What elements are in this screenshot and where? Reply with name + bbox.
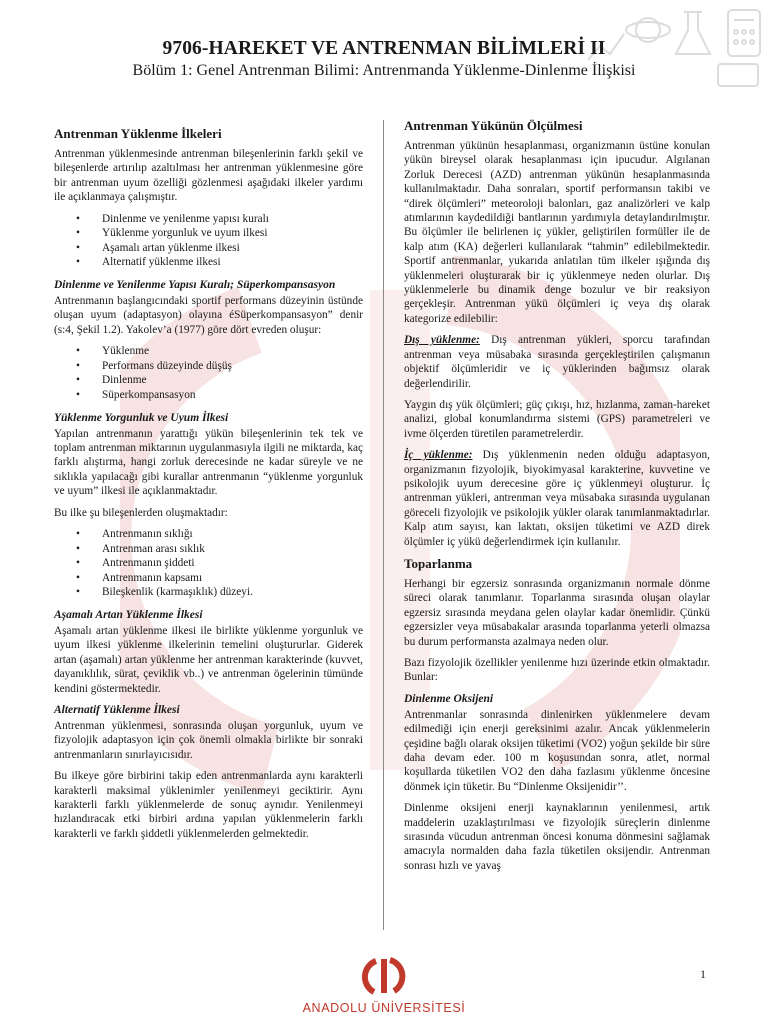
left-column — [54, 126, 363, 848]
list-item: • Aşamalı artan yüklenme ilkesi — [102, 241, 363, 256]
external-load-paragraph — [404, 333, 710, 391]
list-item: • Antrenmanın şiddeti — [102, 556, 363, 571]
internal-load-text: Dış yüklenmenin neden olduğu adaptasyon, organizmanın fizyolojik, biyokimyasal karakterine, kuvvetine ve psikolojik uyum derecesine göre iç yüklenmeyi oluşturur. İç antrenman yükleri, antrenman veya müsabaka sırasında uygulanan göreceli fizyolojik ve psikolojik yükler olarak tanımlanmaktadırlar. Kalp atım sayısı, kan laktatı, oksijen tüketimi ve AZD direk ölçümler iç yükü değerlendirmek için kullanılır. — [404, 449, 710, 548]
external-load-examples: Yaygın dış yük ölçümleri; güç çıkışı, hız, hızlanma, zaman-hareket analizi, global konumlandırma sistemi (GPS) parametreleri ve ivme ölçerden türetilen parametrelerdir. — [404, 398, 710, 440]
progressive-load-text: Aşamalı artan yüklenme ilkesi ile birlikte yüklenme yorgunluk ve uyum ilkesi yüklenme ilkelerinin temelini oluştururlar. Giderek artan (aşamalı) artan yüklenme her antrenman karakterinde (kuvvet, dayanıklılık, sürat, çeviklik vb..) ve antrenman ögelerinin tümünde kendini göstermektedir. — [54, 625, 363, 695]
document-header — [0, 38, 768, 81]
section-heading-recovery: Toparlanma — [404, 555, 473, 571]
list-item: • Dinlenme — [102, 373, 363, 388]
subheading-recovery-oxygen: Dinlenme Oksijeni — [404, 692, 494, 705]
principles-list — [54, 212, 363, 270]
list-item: • Dinlenme ve yenilenme yapısı kuralı — [102, 212, 363, 227]
list-item: • Alternatif yüklenme ilkesi — [102, 255, 363, 270]
section-heading-load-measurement: Antrenman Yükünün Ölçülmesi — [404, 118, 583, 133]
principles-intro: Antrenman yüklenmesinde antrenman bileşenlerinin farklı şekil ve bileşenlerde artırılıp azaltılması her antrenman yüklenmesine göre bir antrenman uyum özelliği gözlenmesi aşağıdaki ilkeler yardımı ile açıklanmaya çalışmıştır. — [54, 148, 363, 204]
page-number: 1 — [700, 967, 706, 981]
list-item: • Yüklenme yorgunluk ve uyum ilkesi — [102, 226, 363, 241]
components-intro: Bu ilke şu bileşenlerden oluşmaktadır: — [54, 506, 228, 519]
fatigue-adaptation-text: Yapılan antrenmanın yarattığı yükün bileşenlerinin tek tek ve toplam antrenman miktarının uygulanmasıyla ilgili ne miktarda, kaç farklı alıştırma, hangi zorluk derecesinde ne kadar süreyle ve ne sıklıkla yapılacağı gibi kurallar antrenmanın “yüklenme yorgunluk ve uyum” ilkesi ile açıklanmaktadır. — [54, 427, 363, 498]
external-load-text: Dış antrenman yükleri, sporcu tarafından antrenman veya müsabaka sırasında gerçekleştirilen çalışmanın objektif ölçümleridir ve iç yüklerinden bağımsız olarak değerlendirilir. — [404, 334, 710, 390]
footer-logo — [0, 954, 768, 1015]
list-item: • Antrenmanın kapsamı — [102, 571, 363, 586]
alternative-load-text-1: Antrenman yüklenmesi, sonrasında oluşan yorgunluk, uyum ve fizyolojik adaptasyon için çok önemli olmakla birlikte bir sonraki antrenmanların sınırlayıcısıdır. — [54, 720, 363, 761]
list-item: • Antrenmanın sıklığı — [102, 527, 363, 542]
recovery-oxygen-text-1: Antrenmanlar sonrasında dinlenirken yüklenmelere devam edilmediği için enerji gereksinimi azalır. Ancak yüklenmelerin çeşidine bağlı olarak oksijen tüketimi (VO2) yoğun şekilde bir süre daha devam eder. 100 m koşusundan sonra, atlet, normal koşullarda tüketilen VO2 den daha fazlasını yüklenme öncesine dönmek için tüketir. Bu “Dinlenme Oksijenidir’’. — [404, 708, 710, 793]
column-divider — [383, 120, 384, 930]
supercompensation-text: Antrenmanın başlangıcındaki sportif performans düzeyinin üstünde oluşan uyum (adaptasyon) olayına éSüperkompansasyon” denir (s:4, Şekil 1.2). Yakolev’a (1977) göre dört evreden oluşur: — [54, 295, 363, 336]
external-load-label: Dış yüklenme: — [404, 334, 480, 347]
recovery-oxygen-text-2: Dinlenme oksijeni enerji kaynaklarının yenilenmesi, artık maddelerin uzaklaştırılması ve fizyolojik süreçlerin dinlenme sırasında vücudun antrenman öncesi konuma dönmesini sağlamak amacıyla normalden daha fazla tüketilen oksijendir. Antrenman sonrası hızlı ve yavaş — [404, 802, 710, 872]
document-title: 9706-HAREKET VE ANTRENMAN BİLİMLERİ II — [162, 38, 606, 59]
subheading-supercompensation: Dinlenme ve Yenilenme Yapısı Kuralı; Süperkompansasyon — [54, 279, 336, 291]
list-item: • Yüklenme — [102, 344, 363, 359]
subheading-progressive-load: Aşamalı Artan Yüklenme İlkesi — [54, 609, 203, 621]
recovery-text-2: Bazı fizyolojik özellikler yenilenme hızı üzerinde etkin olmaktadır. Bunlar: — [404, 657, 710, 684]
subheading-alternative-load: Alternatif Yüklenme İlkesi — [54, 704, 180, 717]
list-item: • Performans düzeyinde düşüş — [102, 359, 363, 374]
subheading-fatigue-adaptation: Yüklenme Yorgunluk ve Uyum İlkesi — [54, 411, 229, 424]
components-list — [54, 527, 363, 600]
document-subtitle: Bölüm 1: Genel Antrenman Bilimi: Antrenmanda Yüklenme-Dinlenme İlişkisi — [132, 62, 636, 79]
university-name: ANADOLU ÜNİVERSİTESİ — [302, 1001, 466, 1015]
internal-load-label: İç yüklenme: — [404, 449, 473, 462]
internal-load-paragraph — [404, 448, 710, 549]
list-item: • Antrenman arası sıklık — [102, 542, 363, 557]
list-item: • Bileşkenlik (karmaşıklık) düzeyi. — [102, 585, 363, 600]
section-heading-principles: Antrenman Yüklenme İlkeleri — [54, 126, 222, 141]
university-logo-icon — [362, 954, 406, 998]
right-column — [404, 118, 710, 880]
alternative-load-text-2: Bu ilkeye göre birbirini takip eden antrenmanlarda aynı karakterli karakterli maksimal yüklenimler yenilenmeyi geciktirir. Aynı karakterli farklı yüklenmelerde de sonuç aynıdır. Yenilenmeyi hızlandıracak etki birbiri ardına yapılan yüklenmelerin farklı karakterli ve farklı şiddetli yüklenmelerden gelmektedir. — [54, 770, 363, 840]
list-item: • Süperkompansasyon — [102, 388, 363, 403]
phases-list — [54, 344, 363, 402]
recovery-text-1: Herhangi bir egzersiz sonrasında organizmanın normale dönme süreci olarak tanımlanır. Toparlanma sırasında oluşan olaylar egzersiz sırasında meydana gelen olaylar kadar önemlidir. Çünkü egzersizler veya müsabakalar arasında toparlanma yeterli olmazsa bu durum performansta azalmaya neden olur. — [404, 577, 710, 648]
load-measurement-text: Antrenman yükünün hesaplanması, organizmanın üstüne konulan yükün bireysel olarak hesaplanması için ipucudur. Algılanan Zorluk Derecesi (AZD) antrenman yükünün hesaplanmasında kullanılmaktadır. Daha sonraları, sportif performansın takibi ve “direk ölçümleri” meteoroloji balonları, gaz analizörleri ve kalp atımlarının kaydedildiği bantlarının yardımıyla detaylandırılmıştır. Bu ölçümler ile belirlenen iç yükler, geliştirilen formüller ile de kalp atım (KA) değerleri kullanılarak “tahmin” edilebilmektedir. Sportif antrenmanlar, yukarıda anlatılan tüm ilkeler ışığında dış yüklenmeleri oluşturarak bir iç yüklenmeye neden olurlar. Dış yüklenmelerle bu dinamik denge bozulur ve bir reaksiyon gerçekleşir. Antrenman yükü ölçümleri iç veya dış olarak kategorize edilebilir: — [404, 140, 710, 325]
